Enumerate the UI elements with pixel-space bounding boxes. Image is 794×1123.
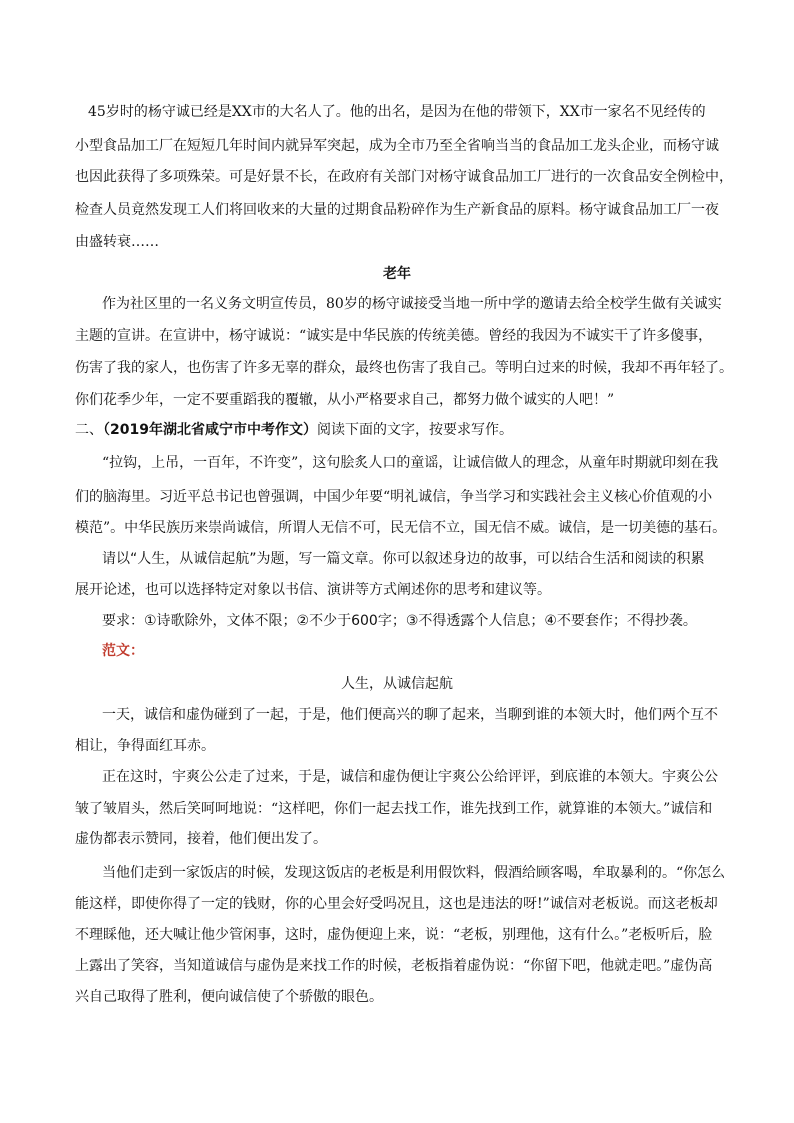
essay-line-4: 皱了皱眉头，然后笑呵呵地说：“这样吧，你们一起去找工作，谁先找到工作，就算谁的本领大。”诚信和 <box>75 801 713 817</box>
story-line-6: 作为社区里的一名义务文明宣传员，80岁的杨守诚接受当地一所中学的邀请去给全校学生做有关诚实 <box>102 296 722 312</box>
material-line-1: “拉钩，上吊，一百年，不许变”，这句脍炙人口的童谣，让诚信做人的理念，从童年时期就印刻在我 <box>102 455 719 471</box>
story-line-5: 由盛转衰…… <box>75 234 159 250</box>
essay-line-5: 虚伪都表示赞同，接着，他们便出发了。 <box>75 831 327 847</box>
question-2-heading <box>75 421 513 439</box>
story-line-4: 检查人员竟然发现工人们将回收来的大量的过期食品粉碎作为生产新食品的原料。杨守诚食品加工厂一夜 <box>75 202 719 218</box>
task-line-2: 展开论述，也可以选择特定对象以书信、演讲等方式阐述你的思考和建议等。 <box>75 582 551 598</box>
question-source: （2019年湖北省咸宁市中考作文） <box>103 422 317 438</box>
question-number: 二、 <box>75 422 103 438</box>
essay-line-10: 兴自己取得了胜利，便向诚信使了个骄傲的眼色。 <box>75 989 383 1005</box>
section-heading-old-age: 老年 <box>383 266 411 282</box>
story-line-2: 小型食品加工厂在短短几年时间内就异军突起，成为全市乃至全省响当当的食品加工龙头企业，而杨守诚 <box>75 138 719 154</box>
story-line-7: 主题的宣讲。在宣讲中，杨守诚说：“诚实是中华民族的传统美德。曾经的我因为不诚实干了许多傻事， <box>75 328 713 344</box>
material-line-3: 模范”。中华民族历来崇尚诚信，所谓人无信不可，民无信不立，国无信不威。诚信，是一切美德的基石。 <box>75 520 727 536</box>
essay-line-1: 一天，诚信和虚伪碰到了一起，于是，他们便高兴的聊了起来，当聊到谁的本领大时，他们两个互不 <box>102 707 718 723</box>
essay-line-2: 相让，争得面红耳赤。 <box>75 738 215 754</box>
essay-line-9: 上露出了笑容，当知道诚信与虚伪是来找工作的时候，老板指着虚伪说：“你留下吧，他就走吧。”虚伪高 <box>75 958 713 974</box>
story-line-1: 45岁时的杨守诚已经是XX市的大名人了。他的出名，是因为在他的带领下，XX市一家名不见经传的 <box>88 104 706 120</box>
material-line-2: 们的脑海里。习近平总书记也曾强调，中国少年要“明礼诚信，争当学习和实践社会主义核心价值观的小 <box>75 489 713 505</box>
story-line-9: 你们花季少年，一定不要重蹈我的覆辙，从小严格要求自己，都努力做个诚实的人吧！” <box>75 392 615 408</box>
essay-line-8: 不理睬他，还大喊让他少管闲事，这时，虚伪便迎上来，说：“老板，别理他，这有什么。”老板听后，脸 <box>75 927 713 943</box>
question-instruction: 阅读下面的文字，按要求写作。 <box>316 422 513 438</box>
essay-line-7: 能这样，即使你得了一定的钱财，你的心里会好受吗况且，这也是违法的呀!”诚信对老板说。而这老板却 <box>75 896 718 912</box>
sample-essay-label: 范文： <box>102 643 144 659</box>
task-line-1: 请以“人生，从诚信起航”为题，写一篇文章。你可以叙述身边的故事，可以结合生活和阅读的积累 <box>102 551 705 567</box>
requirements: 要求：①诗歌除外，文体不限；②不少于600字；③不得透露个人信息；④不要套作；不得抄袭。 <box>102 613 697 629</box>
essay-line-3: 正在这时，宇爽公公走了过来，于是，诚信和虚伪便让宇爽公公给评评，到底谁的本领大。宇爽公公 <box>102 769 718 785</box>
story-line-8: 伤害了我的家人，也伤害了许多无辜的群众，最终也伤害了我自己。等明白过来的时候，我却不再年轻了。 <box>75 360 733 376</box>
essay-line-6: 当他们走到一家饭店的时候，发现这饭店的老板是利用假饮料，假酒给顾客喝，牟取暴利的。“你怎么 <box>102 865 726 881</box>
story-line-3: 也因此获得了多项殊荣。可是好景不长，在政府有关部门对杨守诚食品加工厂进行的一次食品安全例检中， <box>75 169 733 185</box>
essay-title: 人生，从诚信起航 <box>341 676 453 692</box>
